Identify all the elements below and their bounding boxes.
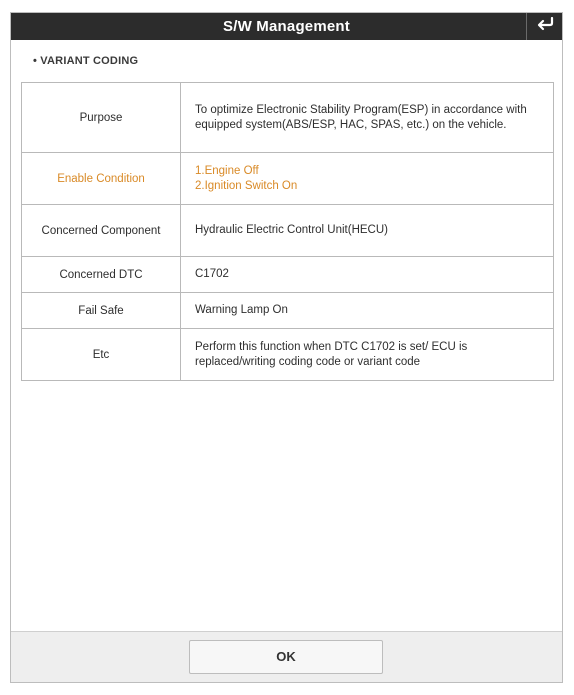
row-label: Etc xyxy=(22,329,181,381)
return-arrow-icon xyxy=(536,17,554,36)
row-value: To optimize Electronic Stability Program(ESP) in accordance with equipped system(ABS/ESP, HAC, SPAS, etc.) on the vehicle. xyxy=(181,83,554,153)
row-value: C1702 xyxy=(181,257,554,293)
row-value: Hydraulic Electric Control Unit(HECU) xyxy=(181,205,554,257)
info-table xyxy=(21,82,554,381)
row-label: Fail Safe xyxy=(22,293,181,329)
table-row xyxy=(22,205,554,257)
row-label: Concerned DTC xyxy=(22,257,181,293)
title-bar xyxy=(11,13,562,40)
row-label: Enable Condition xyxy=(22,153,181,205)
row-label: Purpose xyxy=(22,83,181,153)
row-value xyxy=(181,153,554,205)
row-value: Warning Lamp On xyxy=(181,293,554,329)
section-title: • VARIANT CODING xyxy=(33,55,139,67)
row-value: Perform this function when DTC C1702 is set/ ECU is replaced/writing coding code or variant code xyxy=(181,329,554,381)
condition-line: 2.Ignition Switch On xyxy=(195,179,298,192)
row-label: Concerned Component xyxy=(22,205,181,257)
window-title: S/W Management xyxy=(223,18,350,35)
table-row xyxy=(22,293,554,329)
dialog-window xyxy=(10,12,563,683)
table-row xyxy=(22,257,554,293)
table-row xyxy=(22,153,554,205)
dialog-footer xyxy=(11,631,562,682)
ok-button[interactable]: OK xyxy=(189,640,383,674)
table-row xyxy=(22,83,554,153)
back-button[interactable] xyxy=(526,13,562,40)
condition-line: 1.Engine Off xyxy=(195,164,259,177)
table-row xyxy=(22,329,554,381)
